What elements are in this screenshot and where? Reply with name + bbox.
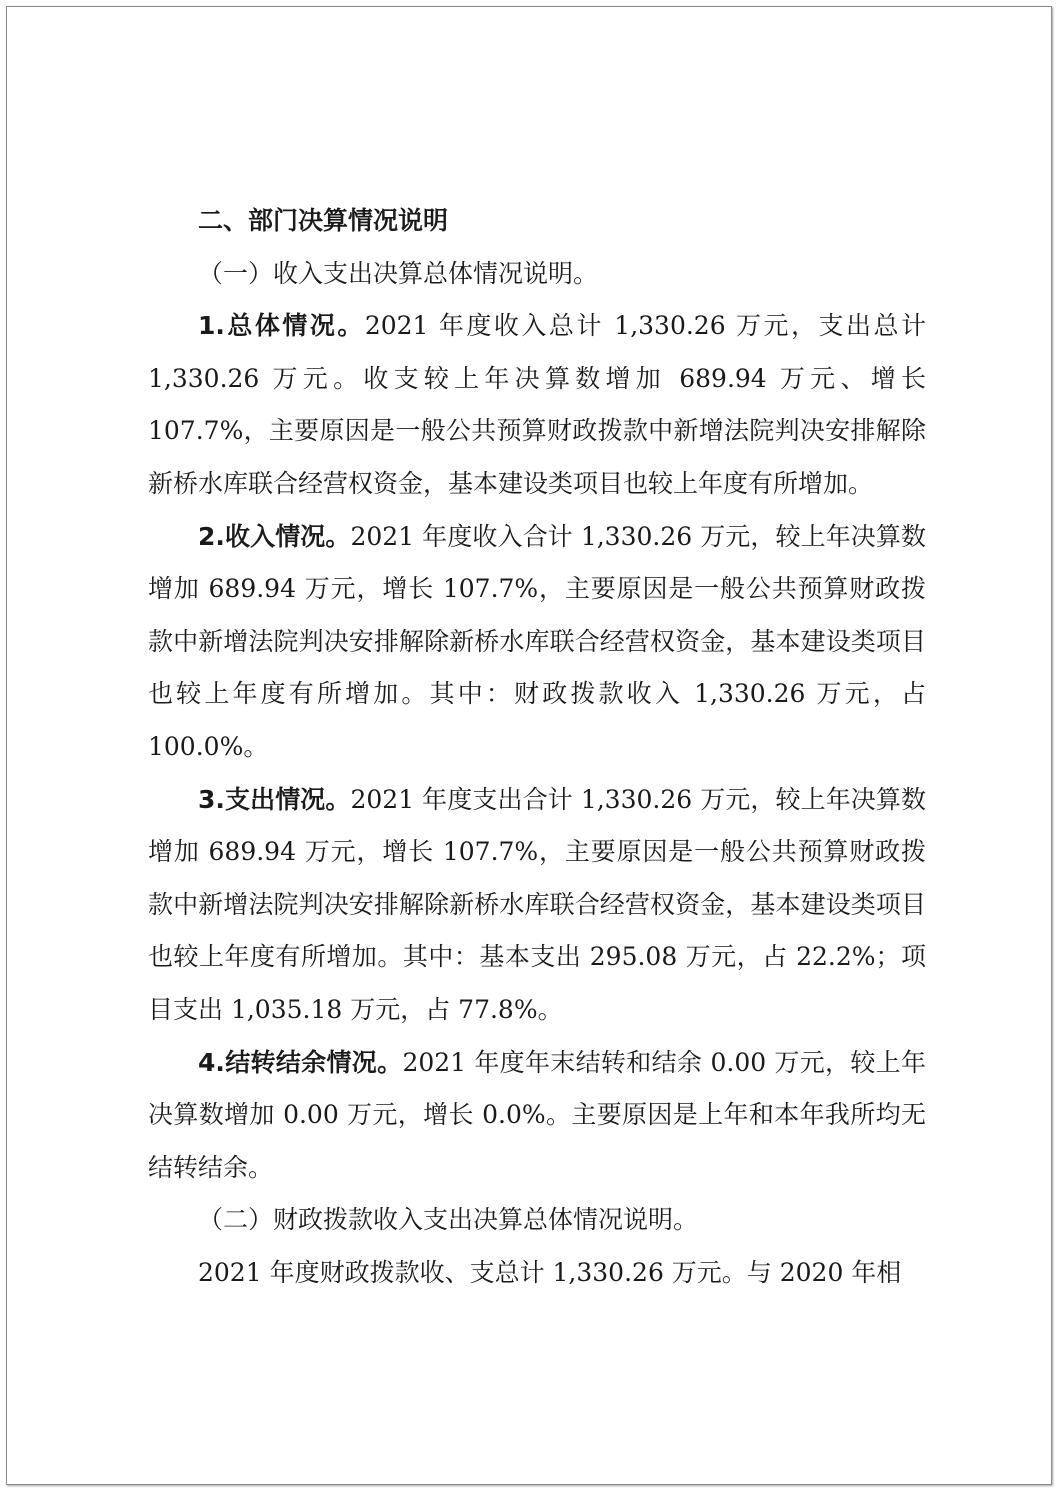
- paragraph-lead: 2.收入情况。: [198, 521, 351, 551]
- section-title: 二、部门决算情况说明: [198, 206, 449, 235]
- paragraph-text: 2021 年度年末结转和结余 0.00 万元，较上年决算数增加 0.00 万元，增长 0.0%。主要原因是上年和本年我所均无结转结余。: [148, 1047, 926, 1182]
- paragraph-fiscal: 2021 年度财政拨款收、支总计 1,330.26 万元。与 2020 年相: [198, 1257, 902, 1287]
- paragraph-expenditure: [148, 774, 926, 1037]
- paragraph-income: [148, 511, 926, 774]
- subsection-title-1: （一）收入支出决算总体情况说明。: [198, 258, 599, 288]
- paragraph-text: 2021 年度收入总计 1,330.26 万元，支出总计 1,330.26 万元。收支较上年决算数增加 689.94 万元、增长 107.7%，主要原因是一般公共预算财政拨款中新增法院判决安排解除新桥水库联合经营权资金，基本建设类项目也较上年度有所增加。: [148, 311, 926, 498]
- document-body: [148, 195, 926, 1299]
- paragraph-text: 2021 年度收入合计 1,330.26 万元，较上年决算数增加 689.94 万元，增长 107.7%，主要原因是一般公共预算财政拨款中新增法院判决安排解除新桥水库联合经营权资金，基本建设类项目也较上年度有所增加。其中：财政拨款收入 1,330.26 万元，占 100.0%。: [148, 521, 926, 761]
- paragraph-carryover: [148, 1037, 926, 1195]
- paragraph-lead: 1.总体情况。: [198, 311, 365, 341]
- paragraph-text: 2021 年度支出合计 1,330.26 万元，较上年决算数增加 689.94 万元，增长 107.7%，主要原因是一般公共预算财政拨款中新增法院判决安排解除新桥水库联合经营权资金，基本建设类项目也较上年度有所增加。其中：基本支出 295.08 万元，占 22.2%；项目支出 1,035.18 万元，占 77.8%。: [148, 784, 926, 1024]
- subsection-title-2: （二）财政拨款收入支出决算总体情况说明。: [198, 1205, 699, 1235]
- paragraph-lead: 3.支出情况。: [198, 784, 351, 814]
- paragraph-overall: [148, 300, 926, 510]
- paragraph-lead: 4.结转结余情况。: [198, 1047, 403, 1077]
